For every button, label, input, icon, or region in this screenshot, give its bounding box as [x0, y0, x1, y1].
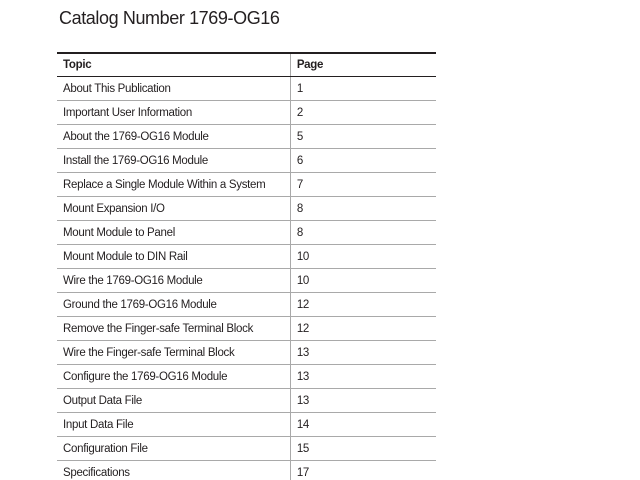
- topic-cell: Mount Expansion I/O: [57, 197, 290, 221]
- topic-cell: Important User Information: [57, 101, 290, 125]
- topic-cell: Mount Module to DIN Rail: [57, 245, 290, 269]
- table-row: [57, 149, 436, 173]
- table-header-row: [57, 53, 436, 77]
- topic-cell: Output Data File: [57, 389, 290, 413]
- table-row: [57, 461, 436, 480]
- page-number-cell: 17: [290, 461, 436, 480]
- page-number-cell: 10: [290, 269, 436, 293]
- topic-cell: About the 1769-OG16 Module: [57, 125, 290, 149]
- page-number-cell: 13: [290, 341, 436, 365]
- page-number-cell: 10: [290, 245, 436, 269]
- page-number-cell: 6: [290, 149, 436, 173]
- page-number-cell: 12: [290, 293, 436, 317]
- topic-cell: About This Publication: [57, 77, 290, 101]
- page-number-cell: 15: [290, 437, 436, 461]
- page-number-cell: 8: [290, 221, 436, 245]
- page-number-cell: 7: [290, 173, 436, 197]
- page-number-cell: 5: [290, 125, 436, 149]
- table-row: [57, 269, 436, 293]
- page-number-cell: 13: [290, 389, 436, 413]
- table-row: [57, 173, 436, 197]
- page-number-cell: 2: [290, 101, 436, 125]
- page-number-cell: 14: [290, 413, 436, 437]
- page-column-header: Page: [290, 53, 436, 77]
- table-row: [57, 221, 436, 245]
- topic-cell: Remove the Finger-safe Terminal Block: [57, 317, 290, 341]
- table-row: [57, 365, 436, 389]
- table-row: [57, 197, 436, 221]
- table-row: [57, 293, 436, 317]
- topic-cell: Mount Module to Panel: [57, 221, 290, 245]
- topic-cell: Input Data File: [57, 413, 290, 437]
- topic-cell: Configure the 1769-OG16 Module: [57, 365, 290, 389]
- table-row: [57, 101, 436, 125]
- table-row: [57, 77, 436, 101]
- topic-cell: Specifications: [57, 461, 290, 480]
- page-number-cell: 1: [290, 77, 436, 101]
- contents-table: [57, 52, 436, 480]
- table-row: [57, 341, 436, 365]
- topic-cell: Install the 1769-OG16 Module: [57, 149, 290, 173]
- table-row: [57, 245, 436, 269]
- page-number-cell: 13: [290, 365, 436, 389]
- table-row: [57, 413, 436, 437]
- topic-cell: Configuration File: [57, 437, 290, 461]
- catalog-number-title: Catalog Number 1769-OG16: [59, 8, 280, 28]
- table-row: [57, 437, 436, 461]
- topic-cell: Ground the 1769-OG16 Module: [57, 293, 290, 317]
- page-number-cell: 8: [290, 197, 436, 221]
- table-row: [57, 389, 436, 413]
- topic-cell: Wire the Finger-safe Terminal Block: [57, 341, 290, 365]
- topic-cell: Wire the 1769-OG16 Module: [57, 269, 290, 293]
- topic-column-header: Topic: [57, 53, 290, 77]
- table-row: [57, 317, 436, 341]
- page-number-cell: 12: [290, 317, 436, 341]
- topic-cell: Replace a Single Module Within a System: [57, 173, 290, 197]
- table-row: [57, 125, 436, 149]
